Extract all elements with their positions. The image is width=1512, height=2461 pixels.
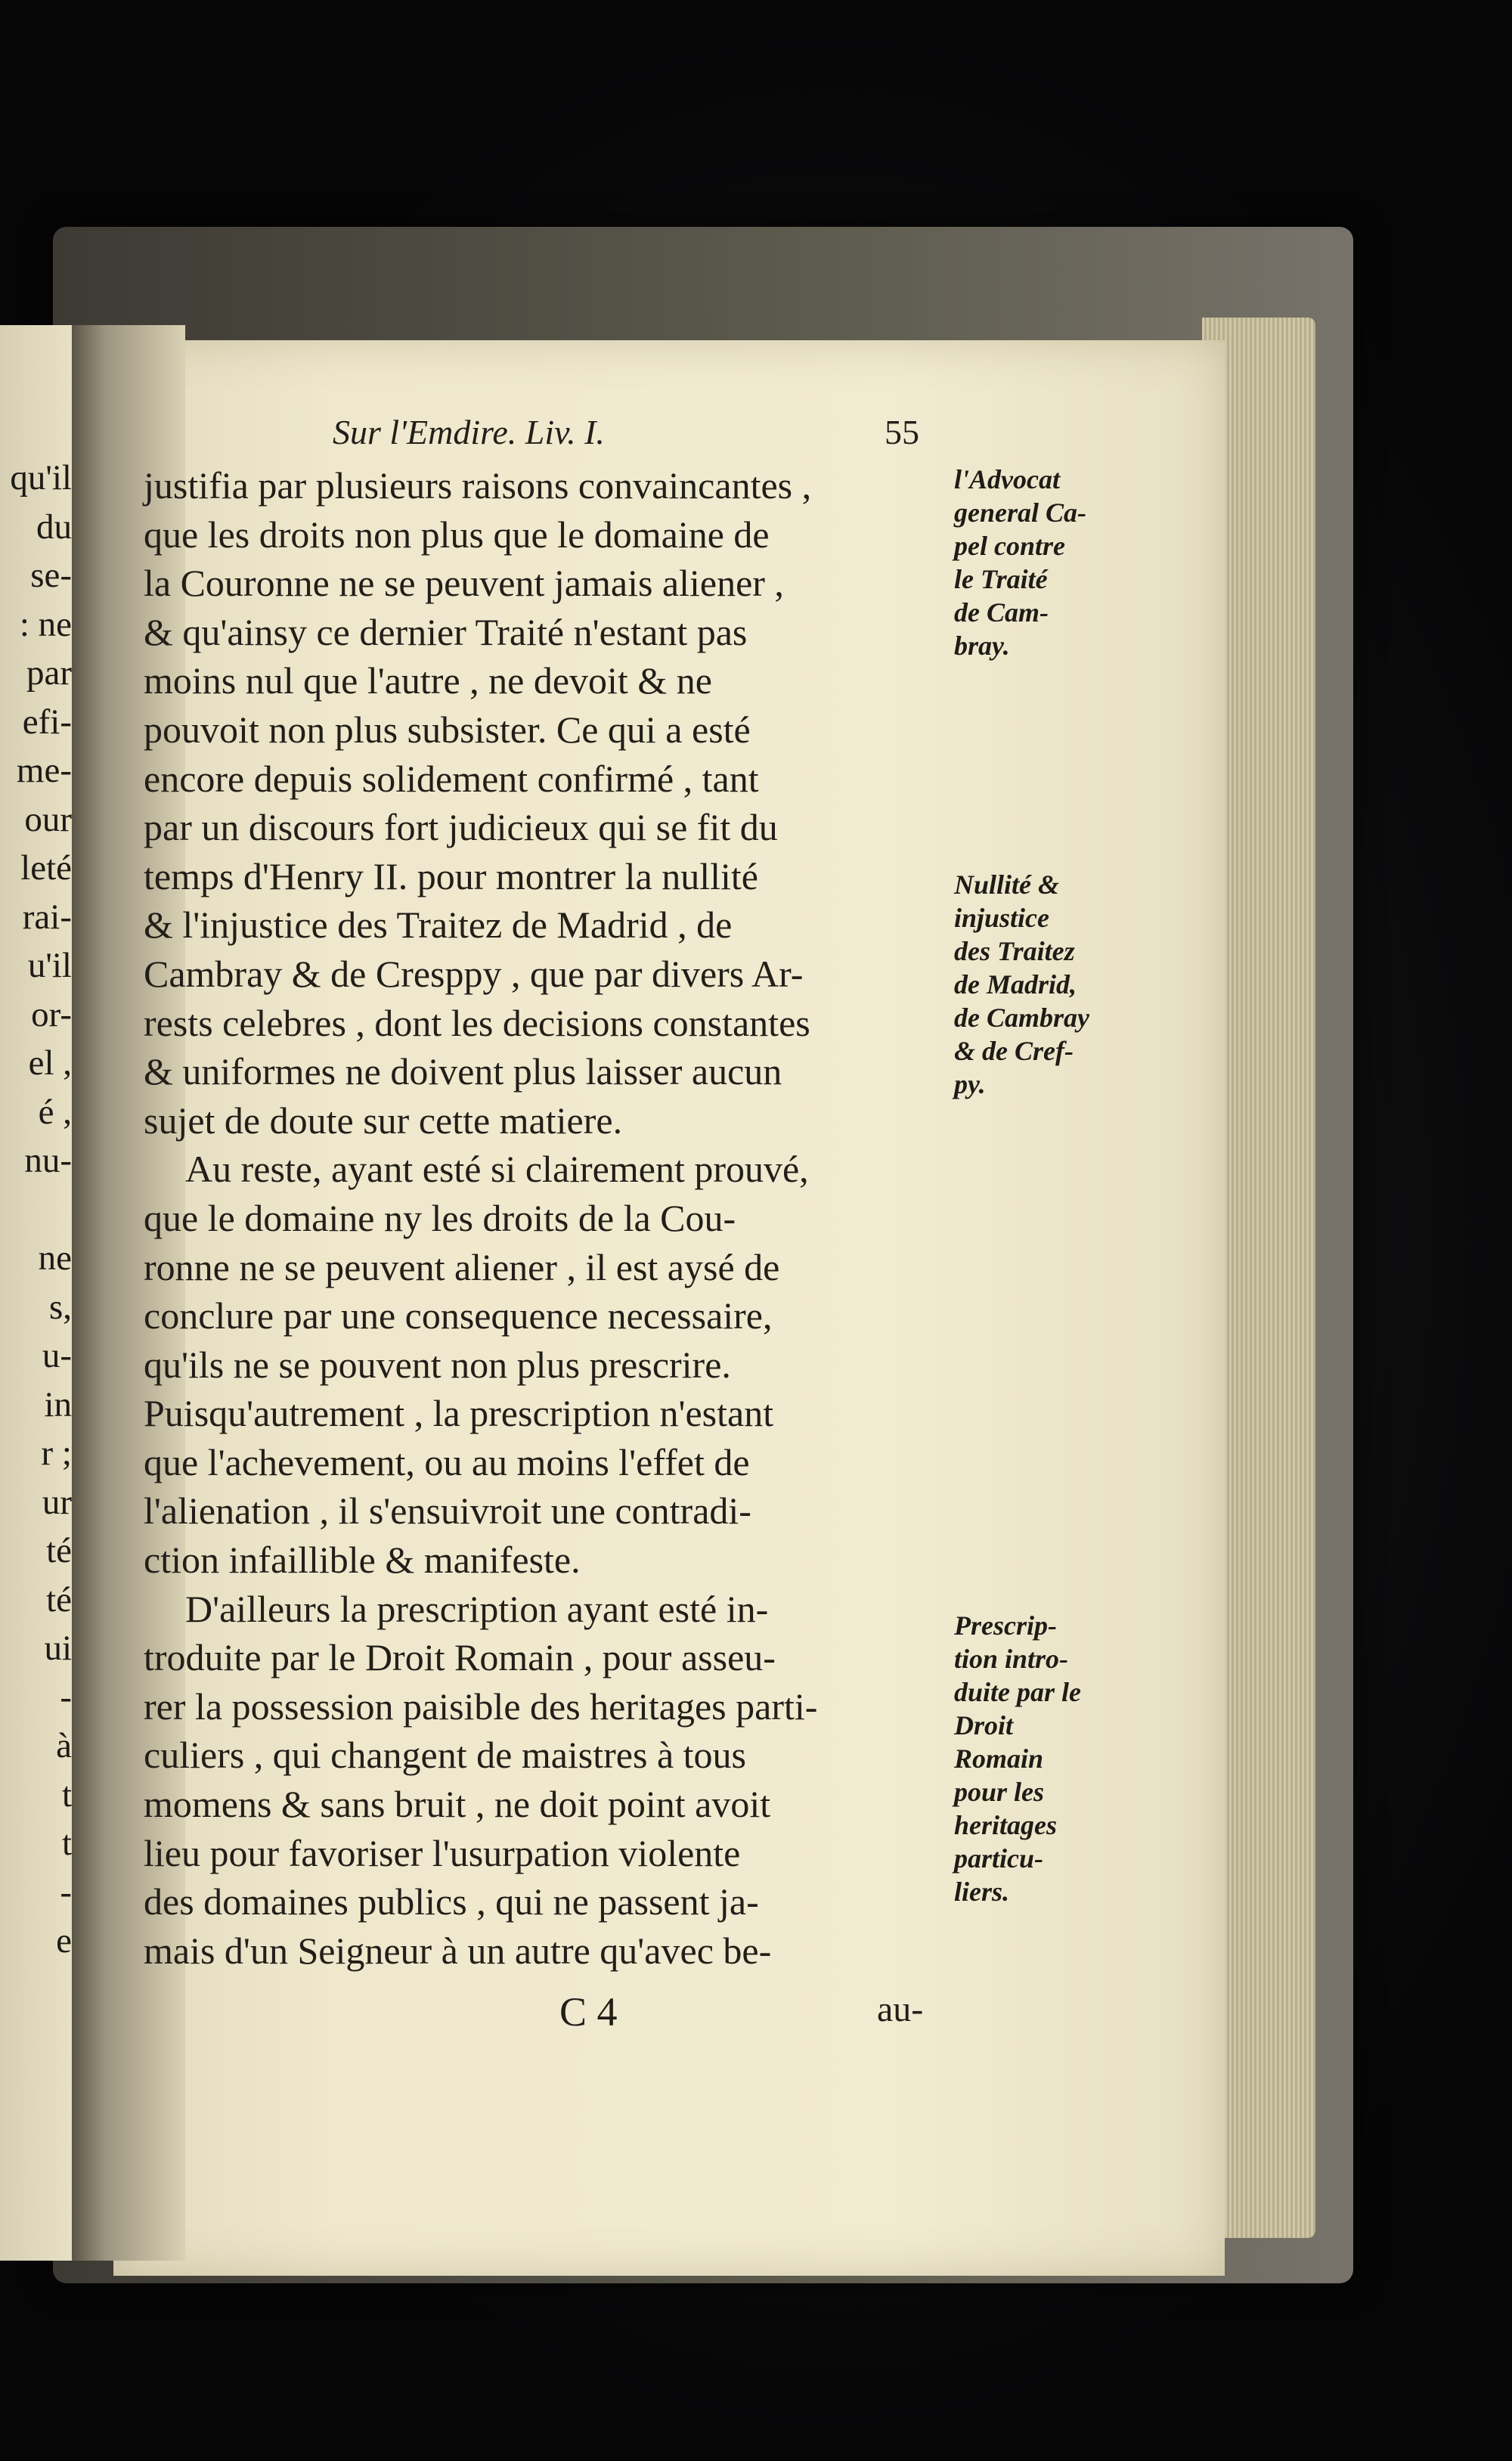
- facing-line: s,: [48, 1287, 72, 1327]
- margin-note-line: heritages: [954, 1810, 1058, 1840]
- text-line: des domaines publics , qui ne passent ja-: [144, 1880, 759, 1923]
- signature-mark: C 4: [559, 1989, 618, 2035]
- text-line: momens & sans bruit , ne doit point avoit: [144, 1783, 771, 1826]
- facing-line: me-: [16, 751, 72, 790]
- facing-line: par: [26, 653, 72, 693]
- margin-note-prescription: [954, 1609, 1143, 1908]
- facing-line: in: [44, 1384, 72, 1424]
- text-line: par un discours fort judicieux qui se fit du: [144, 806, 778, 849]
- margin-note-advocat: [954, 463, 1143, 662]
- facing-line: -: [60, 1872, 72, 1912]
- facing-line: é ,: [38, 1092, 72, 1132]
- margin-note-line: Prescrip-: [954, 1610, 1057, 1641]
- facing-line: ne: [38, 1238, 72, 1278]
- facing-line: rai-: [22, 897, 72, 937]
- text-line: & qu'ainsy ce dernier Traité n'estant pas: [144, 610, 748, 653]
- facing-line: se-: [30, 556, 72, 595]
- text-line: que l'achevement, ou au moins l'effet de: [144, 1440, 750, 1483]
- facing-line: qu'il: [10, 458, 72, 497]
- facing-line: [0, 1186, 72, 1235]
- facing-line: u'il: [27, 946, 72, 985]
- margin-note-line: Romain: [954, 1743, 1044, 1774]
- catchword: au-: [877, 1989, 924, 2029]
- facing-line: du: [36, 507, 72, 547]
- margin-note-line: l'Advocat: [954, 464, 1060, 494]
- body-text: [144, 461, 949, 1975]
- text-line: sujet de doute sur cette matiere.: [144, 1099, 623, 1142]
- text-line: troduite par le Droit Romain , pour asseu-: [144, 1636, 776, 1679]
- margin-note-line: bray.: [954, 631, 1010, 661]
- margin-note-line: py.: [954, 1069, 986, 1099]
- facing-line: t: [61, 1774, 72, 1815]
- margin-note-line: general Ca-: [954, 497, 1086, 528]
- text-line: ronne ne se peuvent aliener , il est aysé de: [144, 1245, 780, 1288]
- text-line: Puisqu'autrement , la prescription n'estant: [144, 1392, 774, 1435]
- text-line: pouvoit non plus subsister. Ce qui a esté: [144, 708, 751, 751]
- facing-line: té: [46, 1579, 72, 1619]
- margin-note-line: particu-: [954, 1843, 1044, 1874]
- facing-line: r ;: [41, 1434, 72, 1473]
- facing-line: té: [46, 1531, 72, 1570]
- facing-page-text: [0, 454, 72, 1966]
- margin-note-line: le Traité: [954, 564, 1048, 594]
- text-line: lieu pour favoriser l'usurpation violente: [144, 1831, 741, 1874]
- text-line: D'ailleurs la prescription ayant esté in-: [185, 1587, 769, 1630]
- text-line: culiers , qui changent de maistres à tous: [144, 1734, 746, 1777]
- margin-note-line: Nullité &: [954, 869, 1060, 900]
- text-line: & l'injustice des Traitez de Madrid , de: [144, 904, 733, 947]
- margin-note-line: de Cam-: [954, 597, 1049, 628]
- facing-line: u-: [42, 1336, 72, 1375]
- margin-note-line: de Cambray: [954, 1003, 1089, 1033]
- margin-note-line: injustice: [954, 903, 1050, 933]
- margin-note-line: duite par le: [954, 1677, 1081, 1707]
- text-line: conclure par une consequence necessaire,: [144, 1294, 773, 1337]
- facing-line: t: [61, 1824, 72, 1863]
- page-number: 55: [885, 413, 919, 451]
- margin-note-line: tion intro-: [954, 1644, 1069, 1674]
- facing-line: or-: [31, 994, 72, 1034]
- margin-note-line: Droit: [954, 1710, 1014, 1740]
- facing-line: e: [56, 1921, 72, 1960]
- text-line: moins nul que l'autre , ne devoit & ne: [144, 659, 712, 702]
- text-line: l'alienation , il s'ensuivroit une contradi-: [144, 1489, 751, 1533]
- facing-line: ur: [42, 1482, 72, 1522]
- facing-line: leté: [20, 848, 72, 888]
- margin-note-line: des Traitez: [954, 936, 1075, 966]
- facing-line: el ,: [28, 1043, 72, 1083]
- margin-note-line: & de Cref-: [954, 1036, 1074, 1066]
- text-line: Cambray & de Cresppy , que par divers Ar-: [144, 952, 804, 995]
- facing-line: -: [60, 1677, 72, 1717]
- text-line: la Couronne ne se peuvent jamais aliener ,: [144, 562, 784, 605]
- text-line: mais d'un Seigneur à un autre qu'avec be-: [144, 1929, 772, 1972]
- facing-line: our: [24, 799, 72, 839]
- margin-note-line: pour les: [954, 1777, 1045, 1807]
- running-title: Sur l'Emdire. Liv. I.: [333, 413, 605, 451]
- facing-line: : ne: [19, 604, 72, 644]
- text-line: & uniformes ne doivent plus laisser aucun: [144, 1050, 782, 1093]
- text-line: qu'ils ne se pouvent non plus prescrire.: [144, 1343, 731, 1386]
- text-line: temps d'Henry II. pour montrer la nullité: [144, 854, 758, 897]
- text-line: ction infaillible & manifeste.: [144, 1539, 581, 1582]
- facing-line: efi-: [22, 702, 72, 742]
- margin-note-line: de Madrid,: [954, 969, 1077, 1000]
- page-header: [333, 412, 937, 452]
- text-line: encore depuis solidement confirmé , tant: [144, 757, 759, 800]
- text-line: rer la possession paisible des heritages parti-: [144, 1685, 818, 1728]
- text-line: que les droits non plus que le domaine de: [144, 513, 770, 556]
- facing-line: ui: [44, 1629, 72, 1668]
- facing-line: à: [56, 1726, 72, 1765]
- facing-line: nu-: [24, 1141, 72, 1180]
- margin-note-line: liers.: [954, 1877, 1010, 1907]
- margin-note-line: pel contre: [954, 531, 1065, 561]
- margin-note-nullite: [954, 868, 1143, 1101]
- text-line: Au reste, ayant esté si clairement prouvé,: [185, 1148, 809, 1191]
- text-line: que le domaine ny les droits de la Cou-: [144, 1196, 736, 1239]
- text-line: rests celebres , dont les decisions constantes: [144, 1001, 810, 1044]
- text-line: justifia par plusieurs raisons convaincantes ,: [144, 464, 812, 507]
